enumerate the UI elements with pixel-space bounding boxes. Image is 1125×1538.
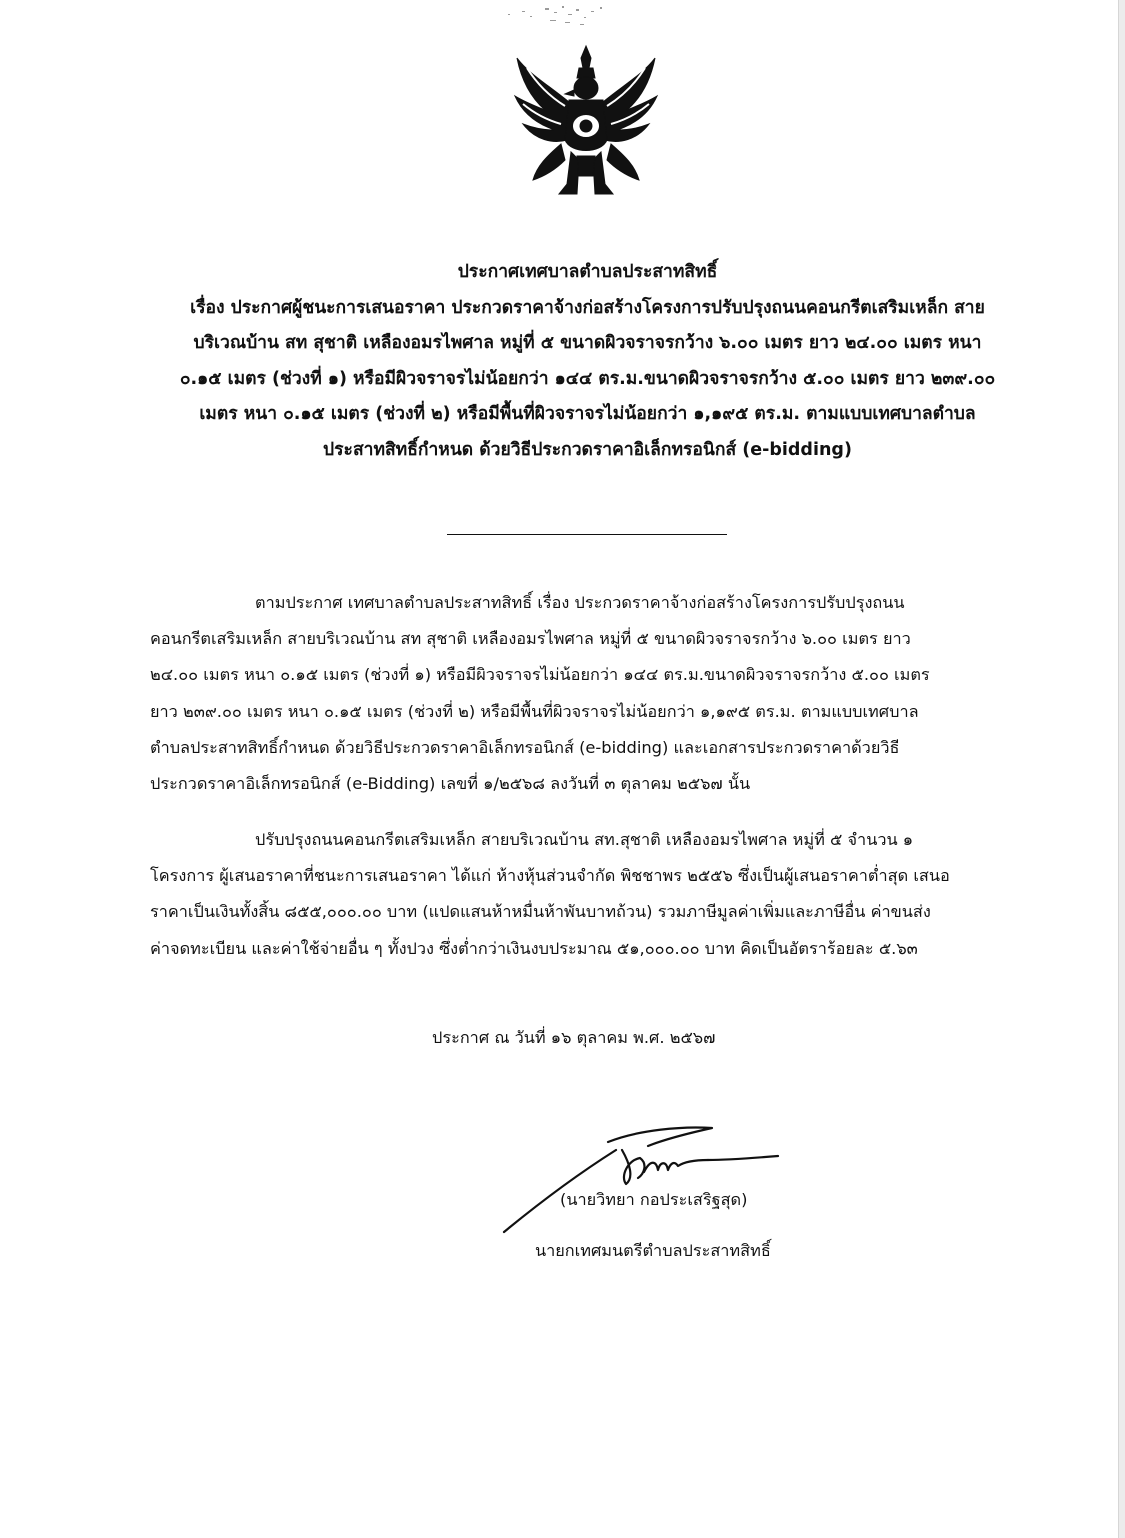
body-line: ค่าจดทะเบียน และค่าใช้จ่ายอื่น ๆ ทั้งปวง ซึ่งต่ำกว่าเงินงบประมาณ ๕๑,๐๐๐.๐๐ บาท คิดเป็นอัตราร้อยละ ๕.๖๓: [150, 938, 918, 958]
body-paragraph-1: [150, 585, 1050, 802]
body-line: ราคาเป็นเงินทั้งสิ้น ๘๕๕,๐๐๐.๐๐ บาท (แปดแสนห้าหมื่นห้าพันบาทถ้วน) รวมภาษีมูลค่าเพิ่มและภาษีอื่น ค่าขนส่ง: [150, 902, 931, 922]
body-line: ตามประกาศ เทศบาลตำบลประสาทสิทธิ์ เรื่อง ประกวดราคาจ้างก่อสร้างโครงการปรับปรุงถนน: [255, 593, 905, 612]
body-line: ยาว ๒๓๙.๐๐ เมตร หนา ๐.๑๕ เมตร (ช่วงที่ ๒) หรือมีพื้นที่ผิวจราจรไม่น้อยกว่า ๑,๑๙๕ ตร.ม. ตามแบบเทศบาล: [150, 701, 919, 721]
scan-noise-mark: [470, 2, 640, 28]
subject-line: ๐.๑๕ เมตร (ช่วงที่ ๑) หรือมีผิวจราจรไม่น้อยกว่า ๑๔๔ ตร.ม.ขนาดผิวจราจรกว้าง ๕.๐๐ เมตร ยาว ๒๓๙.๐๐: [179, 368, 996, 389]
garuda-emblem-icon: [507, 44, 665, 202]
signatory-name: (นายวิทยา กอประเสริฐสุด): [560, 1190, 748, 1209]
body-paragraph-2: [150, 822, 1050, 967]
body-line: ประกวดราคาอิเล็กทรอนิกส์ (e-Bidding) เลขที่ ๑/๒๕๖๘ ลงวันที่ ๓ ตุลาคม ๒๕๖๗ นั้น: [150, 774, 751, 794]
subject-line: ประสาทสิทธิ์กำหนด ด้วยวิธีประกวดราคาอิเล็กทรอนิกส์ (e-bidding): [323, 439, 852, 460]
subject-line: บริเวณบ้าน สท สุชาติ เหลืองอมรไพศาล หมู่ที่ ๕ ขนาดผิวจราจรกว้าง ๖.๐๐ เมตร ยาว ๒๔.๐๐ เมตร หนา: [193, 333, 982, 353]
subject-line: เรื่อง ประกาศผู้ชนะการเสนอราคา ประกวดราคาจ้างก่อสร้างโครงการปรับปรุงถนนคอนกรีตเสริมเหล็ก สาย: [190, 297, 985, 318]
announcement-heading: [120, 255, 1055, 468]
body-line: ๒๔.๐๐ เมตร หนา ๐.๑๕ เมตร (ช่วงที่ ๑) หรือมีผิวจราจรไม่น้อยกว่า ๑๔๔ ตร.ม.ขนาดผิวจราจรกว้าง ๕.๐๐ เมตร: [150, 665, 930, 685]
body-line: ตำบลประสาทสิทธิ์กำหนด ด้วยวิธีประกวดราคาอิเล็กทรอนิกส์ (e-bidding) และเอกสารประกวดราคาด้วยวิธี: [150, 737, 900, 757]
signatory-position: นายกเทศมนตรีตำบลประสาทสิทธิ์: [535, 1241, 771, 1260]
announcement-date: ประกาศ ณ วันที่ ๑๖ ตุลาคม พ.ศ. ๒๕๖๗: [432, 1028, 716, 1047]
subject-line: เมตร หนา ๐.๑๕ เมตร (ช่วงที่ ๒) หรือมีพื้นที่ผิวจราจรไม่น้อยกว่า ๑,๑๙๕ ตร.ม. ตามแบบเทศบาลตำบล: [199, 404, 976, 424]
heading-divider: [447, 534, 727, 535]
body-line: คอนกรีตเสริมเหล็ก สายบริเวณบ้าน สท สุชาติ เหลืองอมรไพศาล หมู่ที่ ๕ ขนาดผิวจราจรกว้าง ๖.๐๐ เมตร ยาว: [150, 629, 911, 649]
body-line: ปรับปรุงถนนคอนกรีตเสริมเหล็ก สายบริเวณบ้าน สท.สุชาติ เหลืองอมรไพศาล หมู่ที่ ๕ จำนวน ๑: [255, 830, 914, 849]
body-line: โครงการ ผู้เสนอราคาที่ชนะการเสนอราคา ได้แก่ ห้างหุ้นส่วนจำกัด พิชชาพร ๒๕๕๖ ซึ่งเป็นผู้เสนอราคาต่ำสุด เสนอ: [150, 866, 950, 886]
announcement-title: ประกาศเทศบาลตำบลประสาทสิทธิ์: [457, 262, 718, 282]
